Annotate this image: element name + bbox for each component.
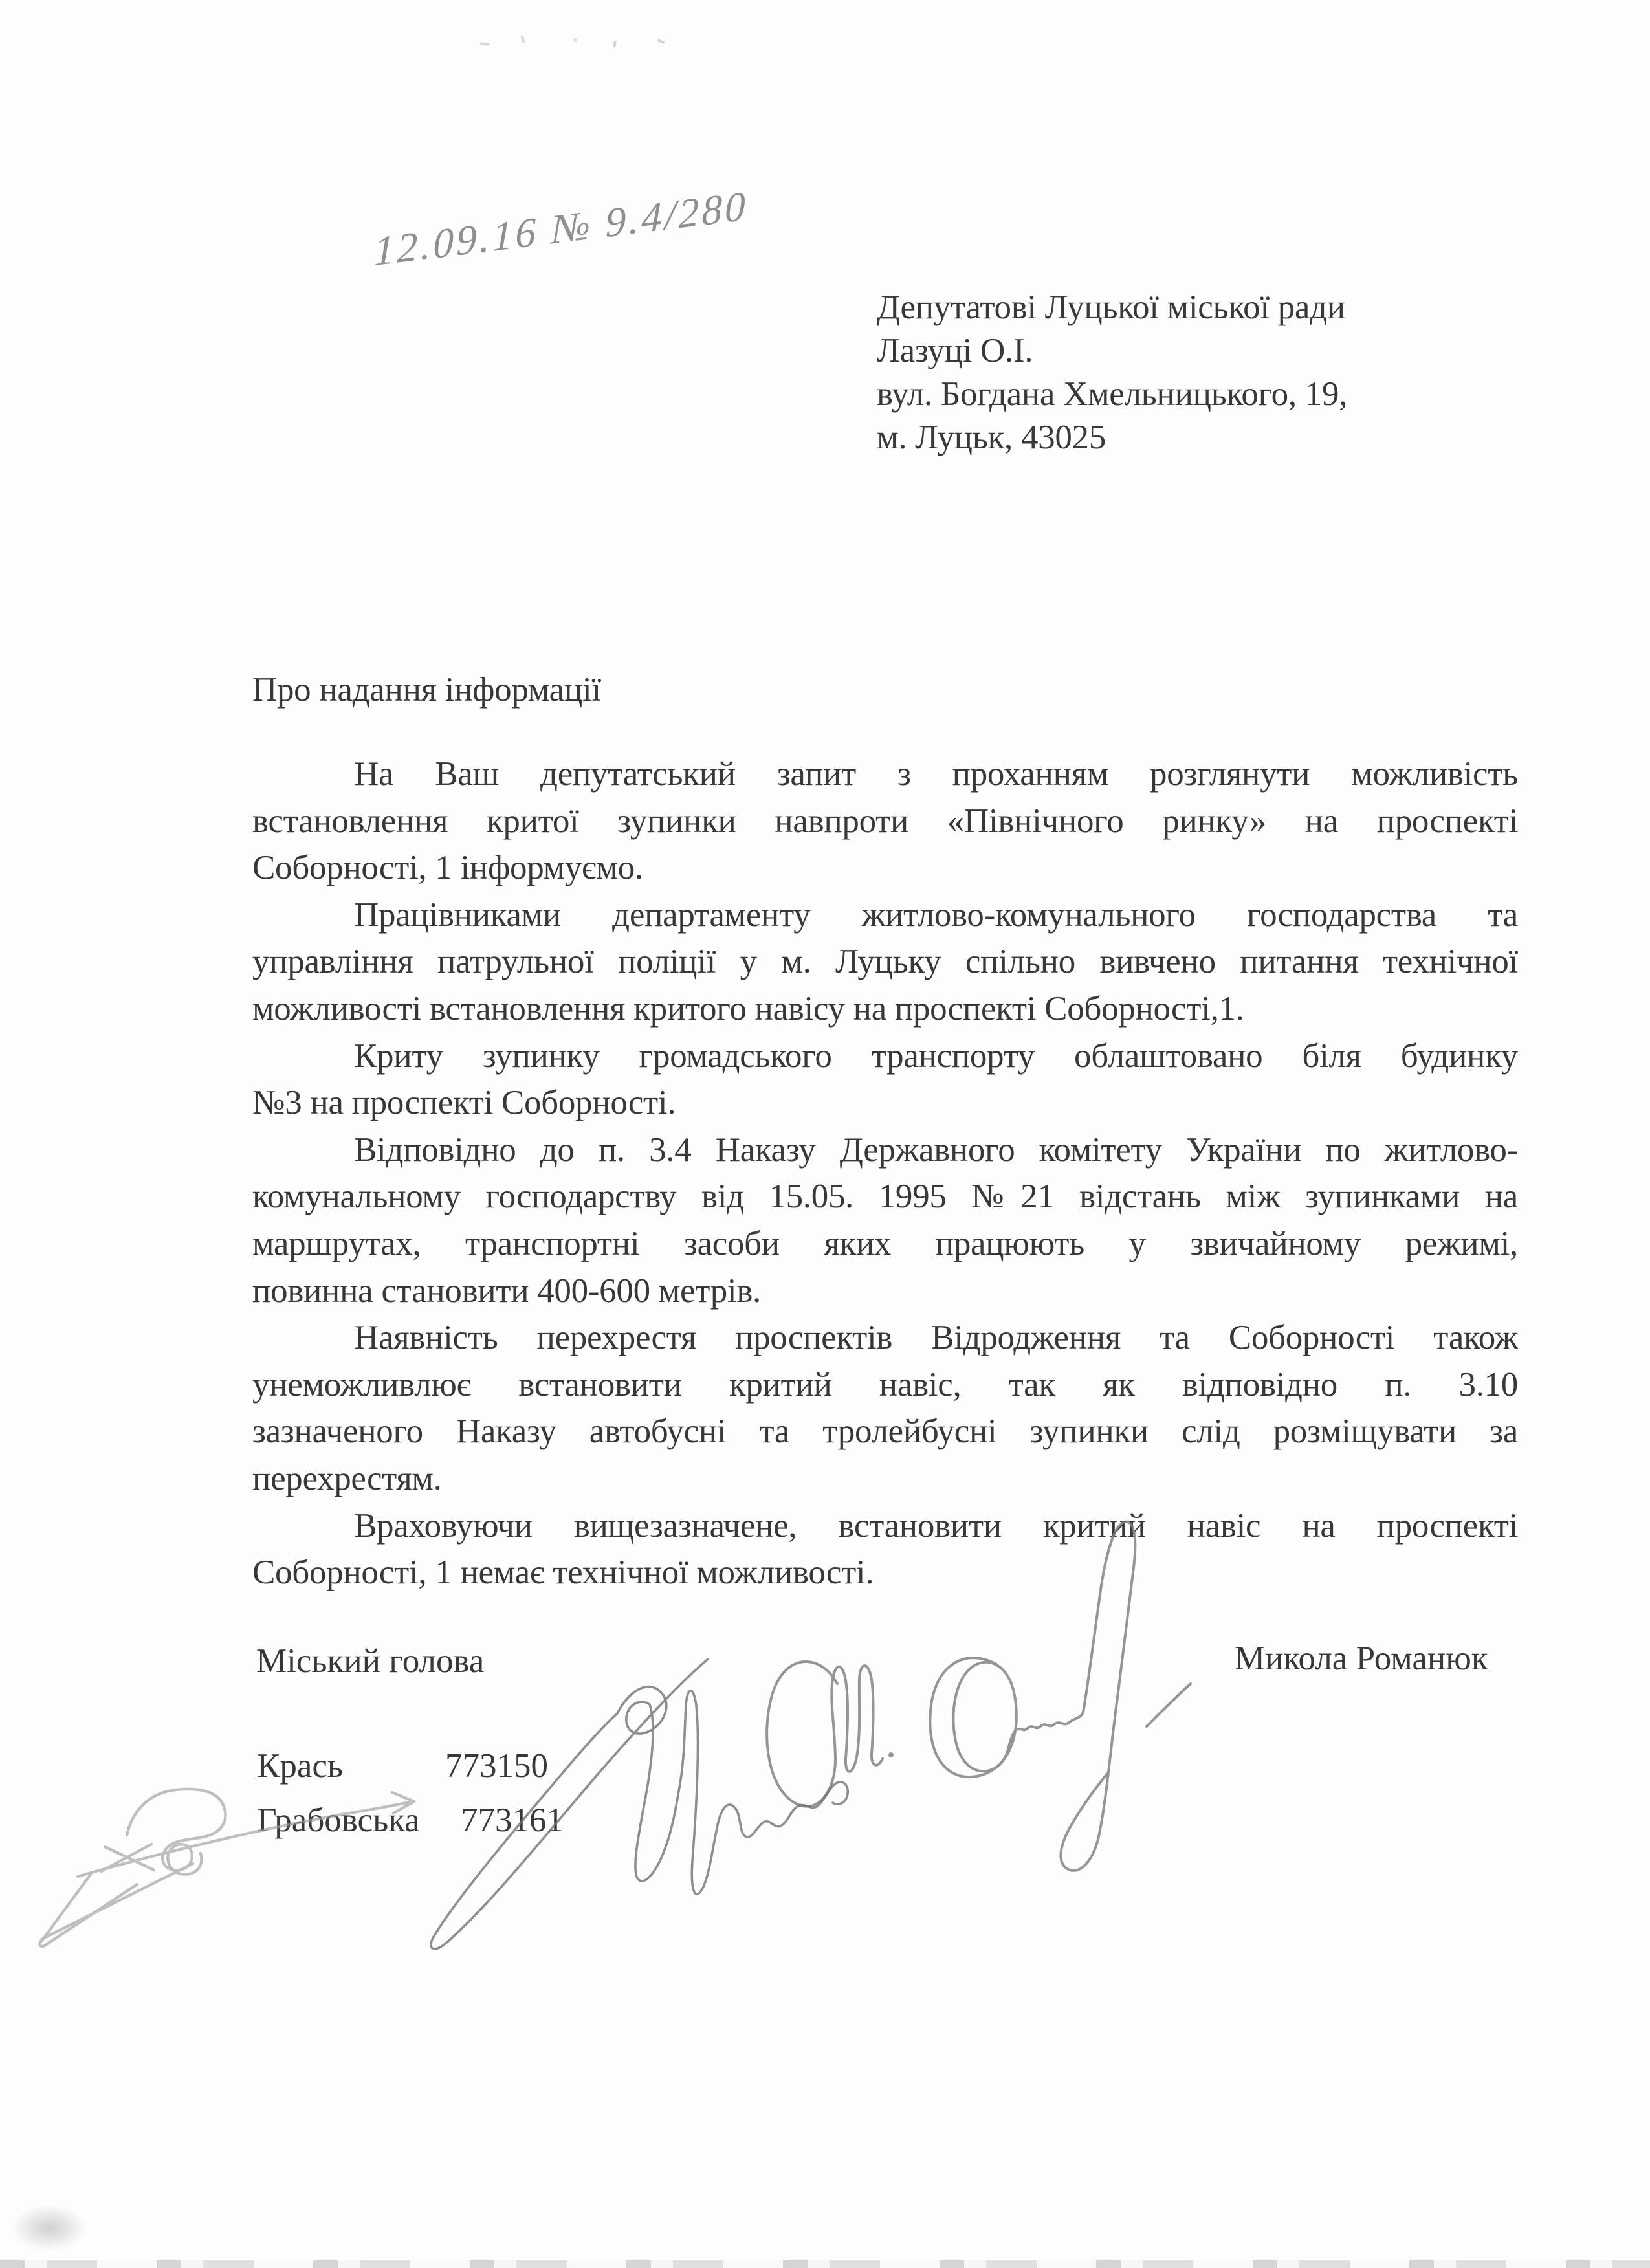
recipient-block — [877, 286, 1347, 459]
body-line: Соборності, 1 немає технічної можливості. — [252, 1554, 874, 1592]
body-line: управління патрульної поліції у м. Луцьку спільно вивчено питання технічної — [252, 943, 1518, 981]
signer-name: Микола Романюк — [1235, 1640, 1488, 1677]
body-line: перехрестям. — [252, 1459, 442, 1497]
recipient-line-street: вул. Богдана Хмельницького, 19, — [877, 375, 1348, 413]
body-line: унеможливлює встановити критий навіс, так як відповідно п. 3.10 — [252, 1365, 1518, 1404]
body-line: можливості встановлення критого навісу на проспекті Соборності,1. — [252, 989, 1244, 1028]
recipient-line-organization: Депутатові Луцької міської ради — [877, 289, 1345, 326]
recipient-line-person: Лазуці О.І. — [877, 332, 1033, 369]
contact-phone: 773161 — [461, 1801, 564, 1839]
body-line: Соборності, 1 інформуємо. — [252, 849, 643, 887]
body-line: Криту зупинку громадського транспорту облаштовано біля будинку — [354, 1037, 1518, 1075]
scan-artifact-mark — [657, 39, 665, 44]
contact-name: Грабовська — [257, 1801, 420, 1839]
contact-phone: 773150 — [445, 1747, 548, 1785]
body-line: №3 на проспекті Соборності. — [252, 1084, 676, 1122]
subject-line: Про надання інформації — [252, 671, 601, 709]
contact-name: Крась — [257, 1747, 344, 1785]
body-line: Відповідно до п. 3.4 Наказу Державного комітету України по житлово- — [354, 1130, 1518, 1169]
body-line: повинна становити 400-600 метрів. — [252, 1272, 762, 1310]
body-line: встановлення критої зупинки навпроти «Північного ринку» на проспекті — [252, 802, 1518, 840]
scan-artifact-mark — [613, 41, 617, 48]
handwritten-reference-number: 12.09.16 № 9.4/280 — [374, 182, 748, 275]
scan-smudge-artifact — [10, 2205, 88, 2251]
body-line: маршрутах, транспортні засоби яких працюють у звичайному режимі, — [252, 1224, 1518, 1262]
body-line: На Ваш депутатський запит з проханням розглянути можливість — [354, 755, 1518, 793]
scan-artifact-mark — [521, 36, 525, 43]
recipient-line-city: м. Луцьк, 43025 — [877, 419, 1106, 456]
body-line: Враховуючи вищезазначене, встановити критий навіс на проспекті — [354, 1506, 1518, 1545]
letter-body — [252, 751, 1518, 1596]
body-line: комунальному господарству від 15.05. 1995 №21 відстань між зупинками на — [252, 1178, 1518, 1216]
scan-artifact-mark — [573, 38, 577, 42]
signer-title: Міський голова — [256, 1642, 485, 1680]
scan-artifact-mark — [480, 42, 489, 46]
scan-bottom-edge-artifact — [0, 2260, 1650, 2268]
body-line: зазначеного Наказу автобусні та тролейбусні зупинки слід розміщувати за — [252, 1413, 1518, 1451]
body-line: Наявність перехрестя проспектів Відродження та Соборності також — [354, 1319, 1518, 1357]
body-line: Працівниками департаменту житлово-комунального господарства та — [354, 896, 1518, 934]
